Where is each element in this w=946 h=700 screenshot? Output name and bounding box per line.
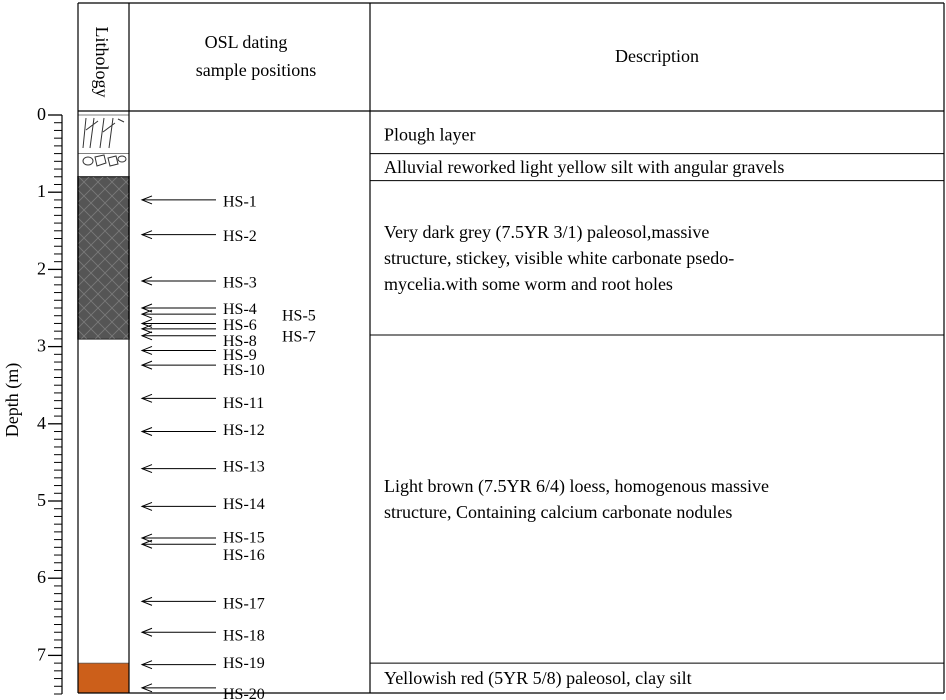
description-text: Alluvial reworked light yellow silt with angular gravels [384, 157, 785, 178]
sample-label: HS-17 [223, 595, 265, 613]
sample-marker-hs-10 [142, 361, 265, 379]
sample-label: HS-13 [223, 458, 265, 476]
osl-header-line2: sample positions [195, 60, 317, 80]
sample-markers [142, 193, 316, 700]
sample-label: HS-14 [223, 496, 265, 514]
description-text: Yellowish red (5YR 5/8) paleosol, clay silt [384, 668, 692, 689]
description-text: Very dark grey (7.5YR 3/1) paleosol,massive [384, 221, 710, 242]
description-text: structure, Containing calcium carbonate nodules [384, 502, 733, 523]
sample-label: HS-19 [223, 655, 265, 673]
depth-axis [37, 104, 62, 694]
sample-label: HS-5 [282, 307, 316, 325]
tick-label: 5 [37, 490, 46, 510]
lithology-column [78, 115, 129, 693]
tick-label: 4 [37, 412, 46, 433]
description-rows [370, 124, 944, 689]
sample-marker-hs-18 [142, 627, 265, 644]
sample-marker-hs-2 [142, 228, 257, 245]
description-text: mycelia.with some worm and root holes [384, 273, 673, 294]
tick-label: 6 [37, 567, 46, 588]
sample-marker-hs-20 [142, 684, 265, 700]
sample-label: HS-20 [223, 686, 265, 700]
sample-label: HS-1 [223, 193, 257, 211]
sample-label: HS-15 [223, 529, 265, 547]
sample-marker-hs-11 [142, 394, 264, 412]
layer-crosshatch [78, 177, 129, 339]
tick-label: 7 [37, 644, 46, 665]
description-text: structure, stickey, visible white carbonate psedo- [384, 247, 735, 268]
tick-label: 2 [37, 258, 46, 279]
sample-marker-hs-14 [142, 496, 265, 513]
sample-label: HS-6 [223, 316, 257, 334]
tick-label: 1 [37, 181, 46, 202]
sample-label: HS-2 [223, 228, 257, 246]
depth-axis-label: Depth (m) [2, 362, 22, 438]
sample-marker-hs-4 [142, 301, 257, 318]
sample-label: HS-11 [223, 394, 265, 412]
sample-marker-hs-19 [142, 655, 265, 672]
sample-label: HS-9 [223, 347, 257, 365]
sample-label: HS-4 [223, 300, 257, 318]
sample-marker-hs-6 [142, 317, 257, 334]
lithology-header: Lithology [92, 26, 112, 98]
description-text: Plough layer [384, 124, 476, 145]
sample-label: HS-8 [223, 333, 257, 351]
sample-marker-hs-13 [142, 458, 265, 475]
tick-label: 0 [37, 104, 46, 124]
table-frame [78, 3, 944, 693]
sample-label: HS-10 [223, 361, 265, 379]
sample-label: HS-16 [223, 547, 265, 565]
sample-label: HS-18 [223, 627, 265, 645]
description-text: Light brown (7.5YR 6/4) loess, homogenous massive [384, 476, 769, 497]
sample-marker-hs-17 [142, 596, 265, 613]
osl-header-line1: OSL dating [204, 32, 288, 52]
layer-red-paleosol [78, 663, 129, 693]
sample-label: HS-7 [282, 328, 316, 346]
description-header: Description [615, 46, 699, 66]
sample-marker-hs-1 [142, 193, 257, 210]
tick-label: 3 [37, 335, 46, 356]
sample-label: HS-3 [223, 274, 257, 292]
sample-label: HS-12 [223, 421, 265, 439]
sample-marker-hs-3 [142, 275, 257, 292]
sample-marker-hs-12 [142, 422, 265, 439]
